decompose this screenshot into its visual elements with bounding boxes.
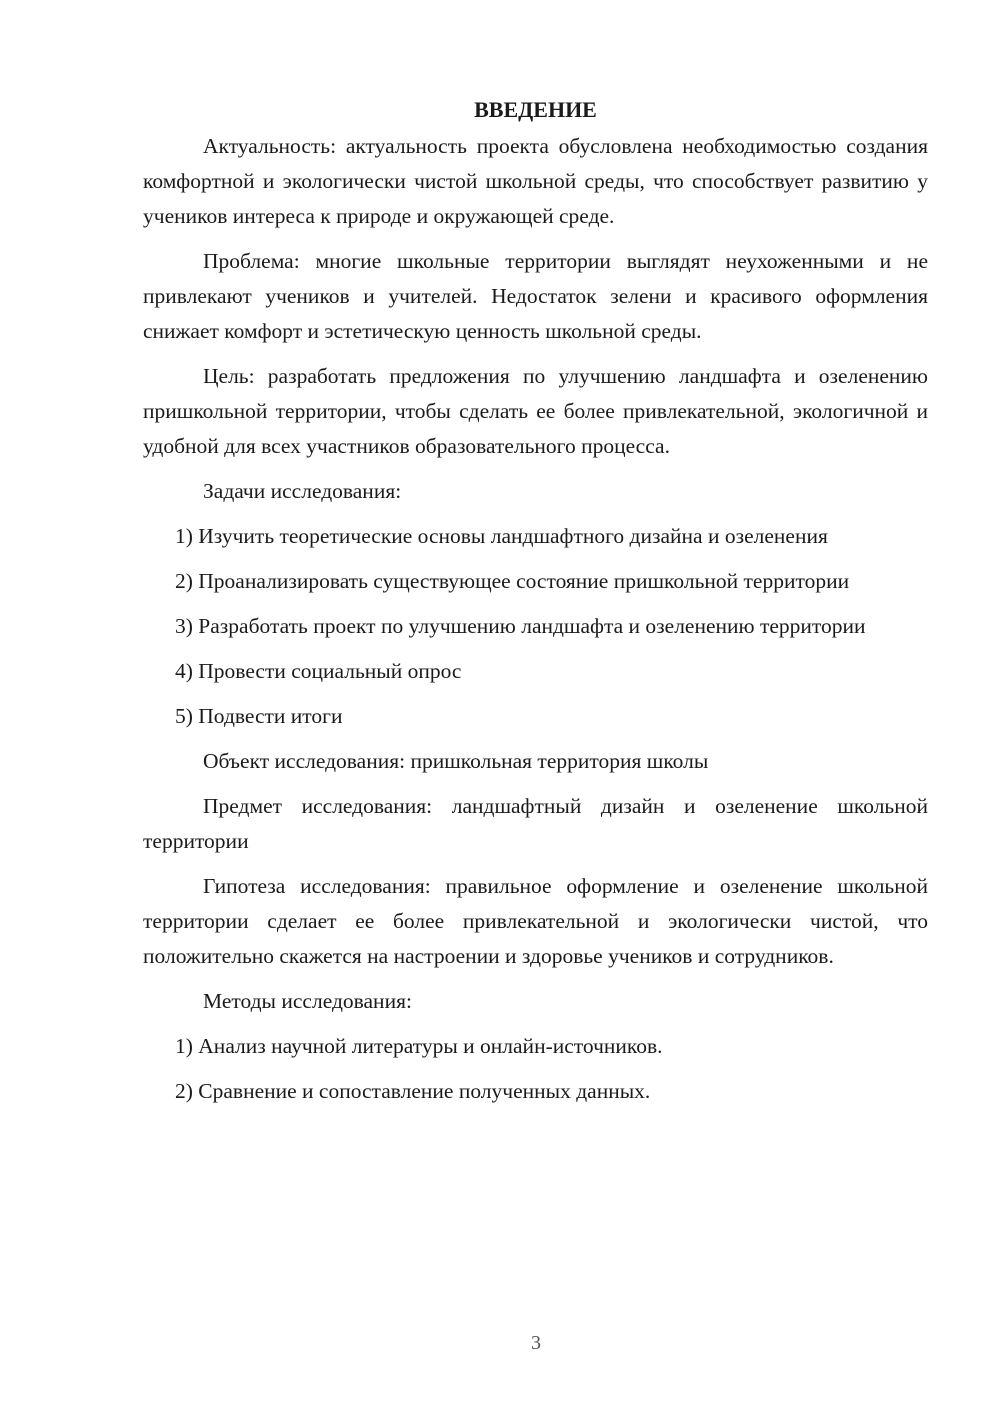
tasks-heading: Задачи исследования: (203, 479, 402, 503)
document-page (143, 92, 928, 1119)
relevance-paragraph: Актуальность: актуальность проекта обусловлена необходимостью создания комфортной и экологически чистой школьной среды, что способствует развитию у учеников интереса к природе и окружающей среде. (143, 134, 928, 228)
section-title: ВВЕДЕНИЕ (474, 97, 597, 122)
problem-paragraph: Проблема: многие школьные территории выглядят неухоженными и не привлекают учеников и учителей. Недостаток зелени и красивого оформления снижает комфорт и эстетическую ценность школьной среды. (143, 249, 928, 343)
methods-heading: Методы исследования: (203, 989, 412, 1013)
task-item: 3) Разработать проект по улучшению ландшафта и озеленению территории (175, 614, 866, 638)
page-number: 3 (531, 1332, 541, 1354)
task-item: 4) Провести социальный опрос (175, 659, 462, 683)
task-item: 1) Изучить теоретические основы ландшафтного дизайна и озеленения (175, 524, 828, 548)
task-item: 5) Подвести итоги (175, 704, 343, 728)
method-item: 2) Сравнение и сопоставление полученных данных. (175, 1079, 651, 1103)
subject-paragraph: Предмет исследования: ландшафтный дизайн и озеленение школьной территории (143, 794, 928, 853)
goal-paragraph: Цель: разработать предложения по улучшению ландшафта и озеленению пришкольной территории, чтобы сделать ее более привлекательной, экологичной и удобной для всех участников образовательного процесса. (143, 364, 928, 458)
object-paragraph: Объект исследования: пришкольная территория школы (203, 749, 709, 773)
hypothesis-paragraph: Гипотеза исследования: правильное оформление и озеленение школьной территории сделает ее более привлекательной и экологически чистой, что положительно скажется на настроении и здоровье учеников и сотрудников. (143, 874, 928, 968)
method-item: 1) Анализ научной литературы и онлайн-источников. (175, 1034, 663, 1058)
task-item: 2) Проанализировать существующее состояние пришкольной территории (175, 569, 850, 593)
